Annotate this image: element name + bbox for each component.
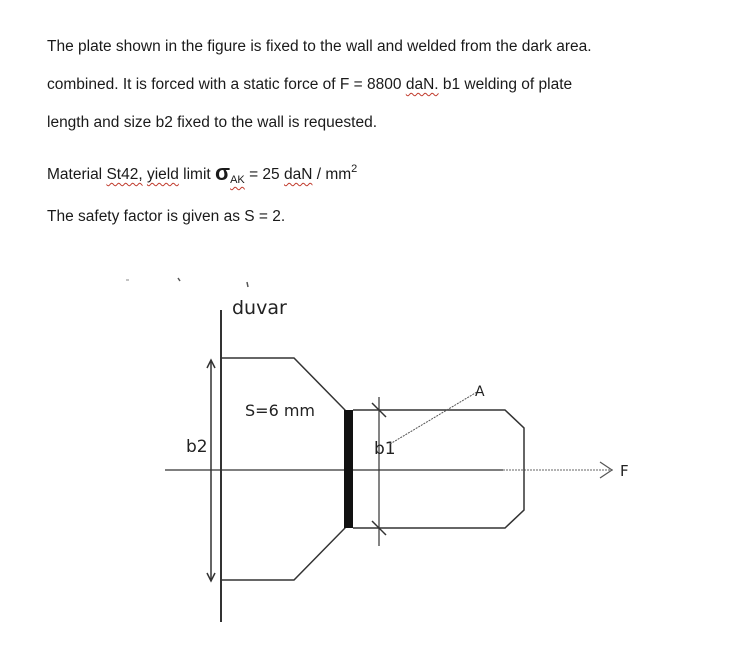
line4-part-a: Material bbox=[47, 166, 107, 183]
b2-label: b2 bbox=[186, 437, 208, 457]
problem-line-3: length and size b2 fixed to the wall is requested. bbox=[47, 114, 378, 131]
problem-line-5: The safety factor is given as S = 2. bbox=[47, 208, 286, 225]
line2-part-a: combined. It is forced with a static force of F = 8800 bbox=[47, 76, 406, 93]
b1-label: b1 bbox=[374, 439, 396, 459]
superscript-2: 2 bbox=[351, 163, 358, 175]
speck-right bbox=[247, 282, 248, 287]
problem-line-1: The plate shown in the figure is fixed to the wall and welded from the dark area. bbox=[47, 38, 592, 55]
sigma-subscript: AK bbox=[230, 174, 245, 186]
weld-dark-area bbox=[344, 410, 353, 528]
wall-label: duvar bbox=[232, 297, 287, 319]
point-a-label: A bbox=[475, 384, 485, 400]
line2-unit: daN. bbox=[405, 76, 439, 93]
line2-part-c: b1 welding of plate bbox=[438, 76, 573, 93]
line4-part-h: / mm bbox=[312, 166, 352, 183]
line4-part-f: = 25 bbox=[244, 166, 284, 183]
line4-material: St42, bbox=[106, 166, 143, 183]
line4-unit: daN bbox=[283, 166, 313, 183]
force-label: F bbox=[620, 462, 629, 480]
large-plate-outline bbox=[221, 358, 345, 580]
leader-to-a bbox=[390, 392, 477, 444]
thickness-label: S=6 mm bbox=[245, 401, 315, 420]
speck-mid bbox=[178, 278, 180, 281]
line4-part-e: limit bbox=[178, 166, 216, 183]
line4-yield: yield bbox=[146, 166, 179, 183]
sigma-symbol: σ bbox=[215, 160, 231, 185]
